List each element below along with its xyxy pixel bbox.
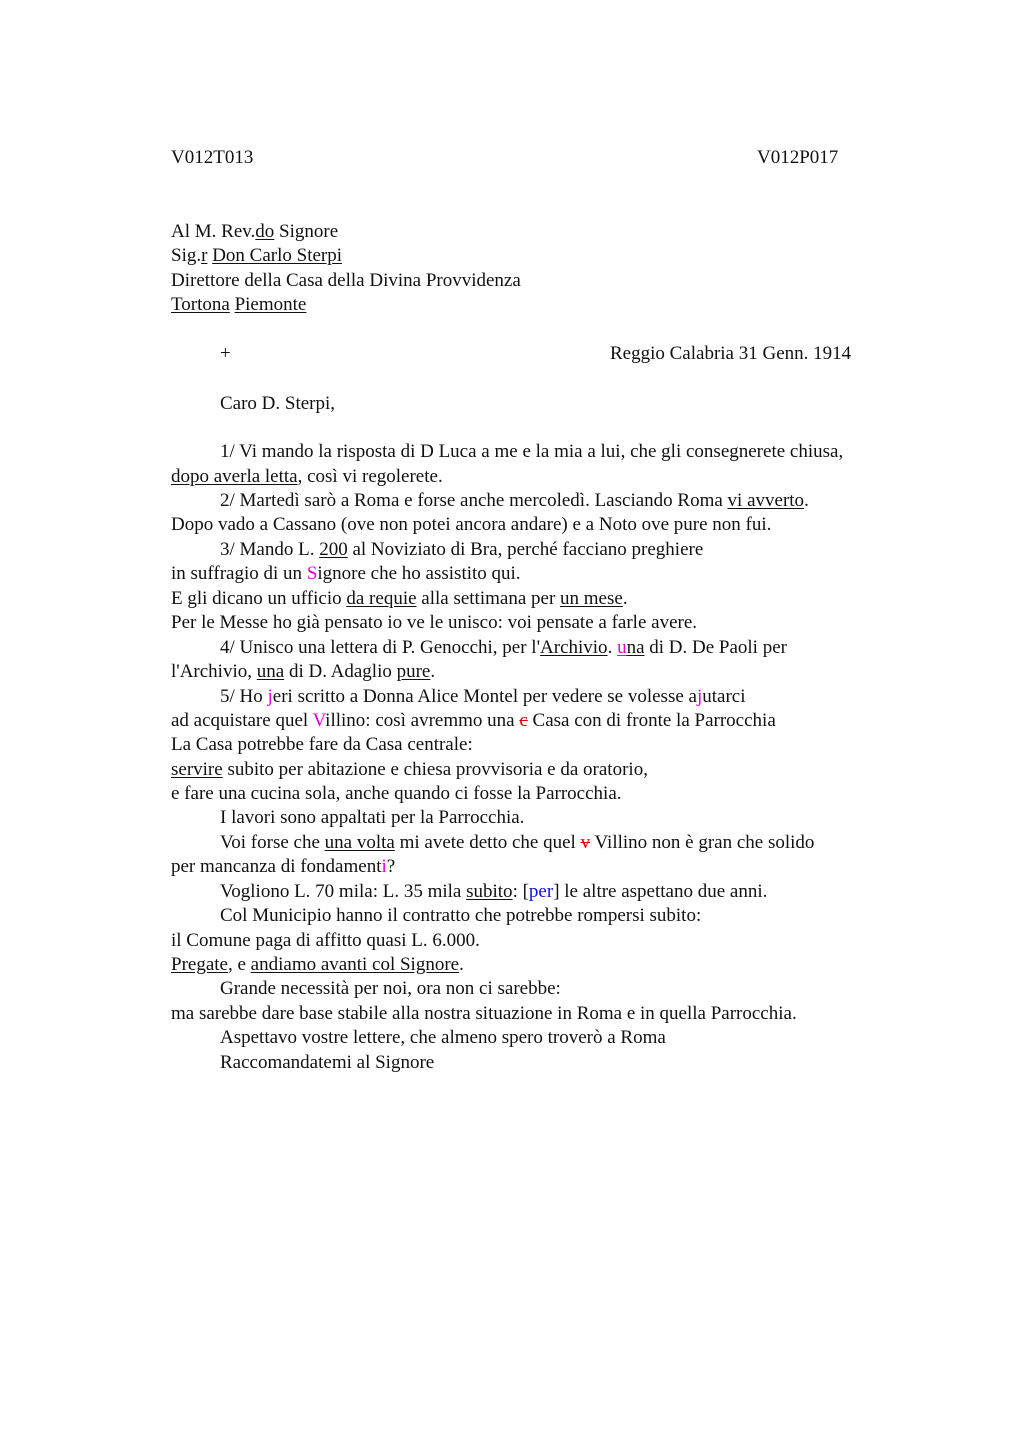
body-line-25: Aspettavo vostre lettere, che almeno spero troverò a Roma [220, 1027, 666, 1048]
body-line-11: 5/ Ho jeri scritto a Donna Alice Montel per vedere se volesse ajutarci [220, 686, 746, 707]
body-line-8: Per le Messe ho già pensato io ve le unisco: voi pensate a farle avere. [171, 612, 698, 633]
body-line-13: La Casa potrebbe fare da Casa centrale: [171, 734, 473, 755]
body-line-2: dopo averla letta, così vi regolerete. [171, 466, 443, 487]
body-line-3: 2/ Martedì sarò a Roma e forse anche mercoledì. Lasciando Roma vi avverto. [220, 490, 809, 511]
body-line-15: e fare una cucina sola, anche quando ci fosse la Parrocchia. [171, 783, 622, 804]
body-line-19: Vogliono L. 70 mila: L. 35 mila subito: [per] le altre aspettano due anni. [220, 881, 768, 902]
body-line-1: 1/ Vi mando la risposta di D Luca a me e la mia a lui, che gli consegnerete chiusa, [220, 441, 844, 462]
body-line-5: 3/ Mando L. 200 al Noviziato di Bra, perché facciano preghiere [220, 539, 704, 560]
body-line-12: ad acquistare quel Villino: così avremmo una c Casa con di fronte la Parrocchia [171, 710, 776, 731]
salutation: Caro D. Sterpi, [220, 393, 336, 414]
body-line-26: Raccomandatemi al Signore [220, 1052, 435, 1073]
document-code-right: V012P017 [757, 147, 839, 168]
address-line-3: Direttore della Casa della Divina Provvidenza [171, 270, 521, 291]
body-line-9: 4/ Unisco una lettera di P. Genocchi, per l'Archivio. una di D. De Paoli per [220, 637, 787, 658]
body-line-7: E gli dicano un ufficio da requie alla settimana per un mese. [171, 588, 628, 609]
cross-symbol: + [220, 343, 231, 364]
address-line-2: Sig.r Don Carlo Sterpi [171, 245, 343, 266]
body-line-17: Voi forse che una volta mi avete detto che quel v Villino non è gran che solido [220, 832, 815, 853]
document-code-left: V012T013 [171, 147, 254, 168]
body-line-24: ma sarebbe dare base stabile alla nostra situazione in Roma e in quella Parrocchia. [171, 1003, 797, 1024]
body-line-20: Col Municipio hanno il contratto che potrebbe rompersi subito: [220, 905, 702, 926]
address-line-4: Tortona Piemonte [171, 294, 307, 315]
body-line-21: il Comune paga di affitto quasi L. 6.000. [171, 930, 480, 951]
body-line-22: Pregate, e andiamo avanti col Signore. [171, 954, 464, 975]
place-date: Reggio Calabria 31 Genn. 1914 [610, 343, 852, 364]
body-line-23: Grande necessità per noi, ora non ci sarebbe: [220, 978, 561, 999]
body-line-10: l'Archivio, una di D. Adaglio pure. [171, 661, 436, 682]
body-line-14: servire subito per abitazione e chiesa provvisoria e da oratorio, [171, 759, 648, 780]
body-line-16: I lavori sono appaltati per la Parrocchia. [220, 807, 525, 828]
address-line-1: Al M. Rev.do Signore [171, 221, 339, 242]
body-line-6: in suffragio di un Signore che ho assistito qui. [171, 563, 521, 584]
body-line-18: per mancanza di fondamenti? [171, 856, 396, 877]
body-line-4: Dopo vado a Cassano (ove non potei ancora andare) e a Noto ove pure non fui. [171, 514, 772, 535]
